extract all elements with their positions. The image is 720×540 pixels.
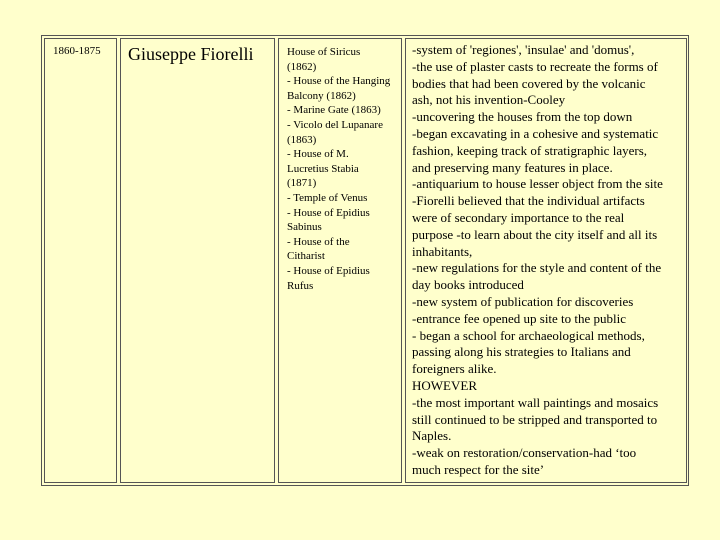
house-line: - House of Epidius: [287, 206, 370, 219]
note-line: -new system of publication for discoveries: [412, 293, 634, 309]
note-line: were of secondary importance to the real: [412, 209, 625, 225]
house-line: - House of M.: [287, 148, 349, 161]
house-line: (1871): [287, 177, 317, 190]
note-line: much respect for the site’: [412, 461, 545, 477]
note-line: -system of 'regiones', 'insulae' and 'domus',: [412, 42, 635, 57]
house-line: - House of the Hanging: [287, 75, 391, 88]
note-line: -weak on restoration/conservation-had ‘too: [412, 445, 637, 461]
house-line: Balcony (1862): [287, 89, 356, 102]
years-cell: [44, 38, 117, 483]
house-line: Citharist: [287, 250, 325, 263]
years-text: 1860-1875: [53, 45, 101, 57]
note-line: passing along his strategies to Italians and: [412, 344, 631, 360]
notes-list: [412, 42, 686, 479]
note-line: -the most important wall paintings and mosaics: [412, 394, 659, 410]
note-line: foreigners alike.: [412, 361, 497, 377]
note-line: -antiquarium to house lesser object from the site: [412, 176, 663, 192]
houses-cell: [278, 38, 402, 483]
note-line: -Fiorelli believed that the individual artifacts: [412, 193, 645, 209]
excavator-name: Giuseppe Fiorelli: [128, 44, 254, 64]
house-line: - Vicolo del Lupanare: [287, 118, 383, 131]
note-line: purpose -to learn about the city itself and all its: [412, 226, 658, 242]
note-line: -new regulations for the style and content of the: [412, 260, 662, 276]
house-line: House of Siricus: [287, 46, 361, 58]
house-line: (1863): [287, 133, 317, 146]
note-line: HOWEVER: [412, 377, 477, 393]
houses-list: [287, 45, 399, 293]
house-line: - House of the: [287, 235, 350, 248]
house-line: - House of Epidius: [287, 264, 370, 277]
note-line: - began a school for archaeological methods,: [412, 327, 645, 343]
name-cell: [120, 38, 275, 483]
note-line: -the use of plaster casts to recreate the forms of: [412, 58, 658, 74]
house-line: - Marine Gate (1863): [287, 104, 381, 117]
note-line: inhabitants,: [412, 243, 473, 259]
note-line: ash, not his invention-Cooley: [412, 92, 566, 108]
note-line: -uncovering the houses from the top down: [412, 109, 633, 125]
note-line: still continued to be stripped and transported to: [412, 411, 658, 427]
house-line: Sabinus: [287, 221, 322, 234]
note-line: -began excavating in a cohesive and systematic: [412, 125, 659, 141]
excavators-table: [41, 35, 689, 486]
note-line: fashion, keeping track of stratigraphic layers,: [412, 142, 647, 158]
note-line: and preserving many features in place.: [412, 159, 613, 175]
note-line: bodies that had been covered by the volcanic: [412, 75, 646, 91]
house-line: Lucretius Stabia: [287, 162, 359, 175]
house-line: - Temple of Venus: [287, 191, 368, 204]
house-line: (1862): [287, 60, 317, 73]
note-line: day books introduced: [412, 277, 524, 293]
notes-cell: [405, 38, 687, 483]
note-line: Naples.: [412, 428, 452, 444]
house-line: Rufus: [287, 279, 314, 292]
note-line: -entrance fee opened up site to the public: [412, 310, 627, 326]
